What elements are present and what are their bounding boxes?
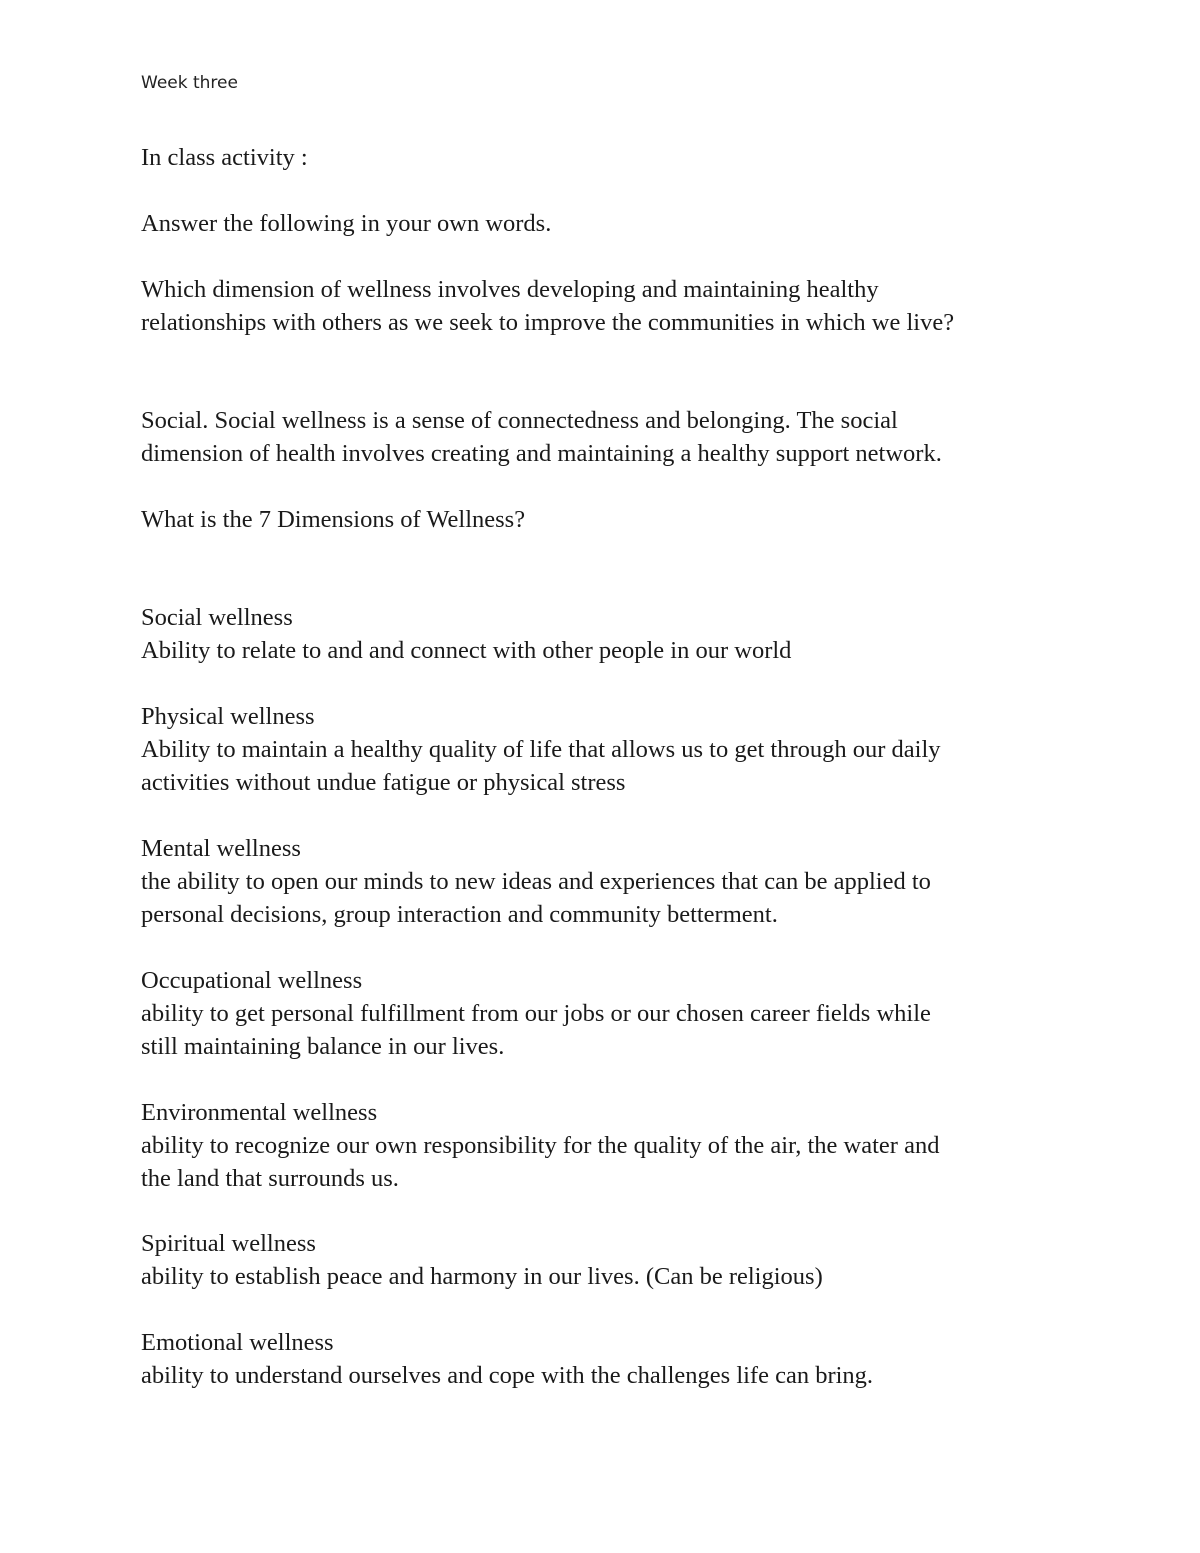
dimension-name: Occupational wellness — [141, 967, 363, 994]
dimension-environmental — [141, 1096, 1071, 1195]
dimension-description: still maintaining balance in our lives. — [141, 1033, 505, 1060]
dimension-description: personal decisions, group interaction and community betterment. — [141, 901, 778, 928]
dimension-mental — [141, 832, 1071, 931]
dimension-emotional — [141, 1326, 1071, 1392]
dimension-description: ability to get personal fulfillment from our jobs or our chosen career fields while — [141, 1000, 931, 1027]
dimension-name: Environmental wellness — [141, 1099, 378, 1126]
question-1 — [141, 273, 1071, 339]
question-1-line: Which dimension of wellness involves developing and maintaining healthy — [141, 276, 879, 303]
dimension-name: Physical wellness — [141, 703, 315, 730]
question-2: What is the 7 Dimensions of Wellness? — [141, 506, 526, 533]
dimension-description: the land that surrounds us. — [141, 1165, 399, 1192]
dimension-occupational — [141, 964, 1071, 1063]
activity-title: In class activity : — [141, 144, 308, 171]
dimension-description: the ability to open our minds to new ideas and experiences that can be applied to — [141, 868, 931, 895]
dimension-description: ability to establish peace and harmony in our lives. (Can be religious) — [141, 1263, 823, 1290]
dimension-social — [141, 601, 1071, 667]
dimension-name: Emotional wellness — [141, 1329, 334, 1356]
dimension-description: ability to understand ourselves and cope with the challenges life can bring. — [141, 1362, 874, 1389]
dimension-description: Ability to relate to and and connect with other people in our world — [141, 637, 792, 664]
dimension-name: Social wellness — [141, 604, 293, 631]
question-1-line: relationships with others as we seek to improve the communities in which we live? — [141, 309, 955, 336]
answer-1 — [141, 404, 1071, 470]
dimension-spiritual — [141, 1227, 1071, 1293]
dimension-description: ability to recognize our own responsibility for the quality of the air, the water and — [141, 1132, 940, 1159]
instruction-text: Answer the following in your own words. — [141, 210, 552, 237]
dimension-name: Spiritual wellness — [141, 1230, 316, 1257]
dimension-physical — [141, 700, 1071, 799]
dimension-description: Ability to maintain a healthy quality of life that allows us to get through our daily — [141, 736, 941, 763]
dimension-description: activities without undue fatigue or physical stress — [141, 769, 626, 796]
answer-1-line: dimension of health involves creating and maintaining a healthy support network. — [141, 440, 942, 467]
page-header: Week three — [141, 73, 238, 93]
answer-1-line: Social. Social wellness is a sense of connectedness and belonging. The social — [141, 407, 898, 434]
dimension-name: Mental wellness — [141, 835, 301, 862]
